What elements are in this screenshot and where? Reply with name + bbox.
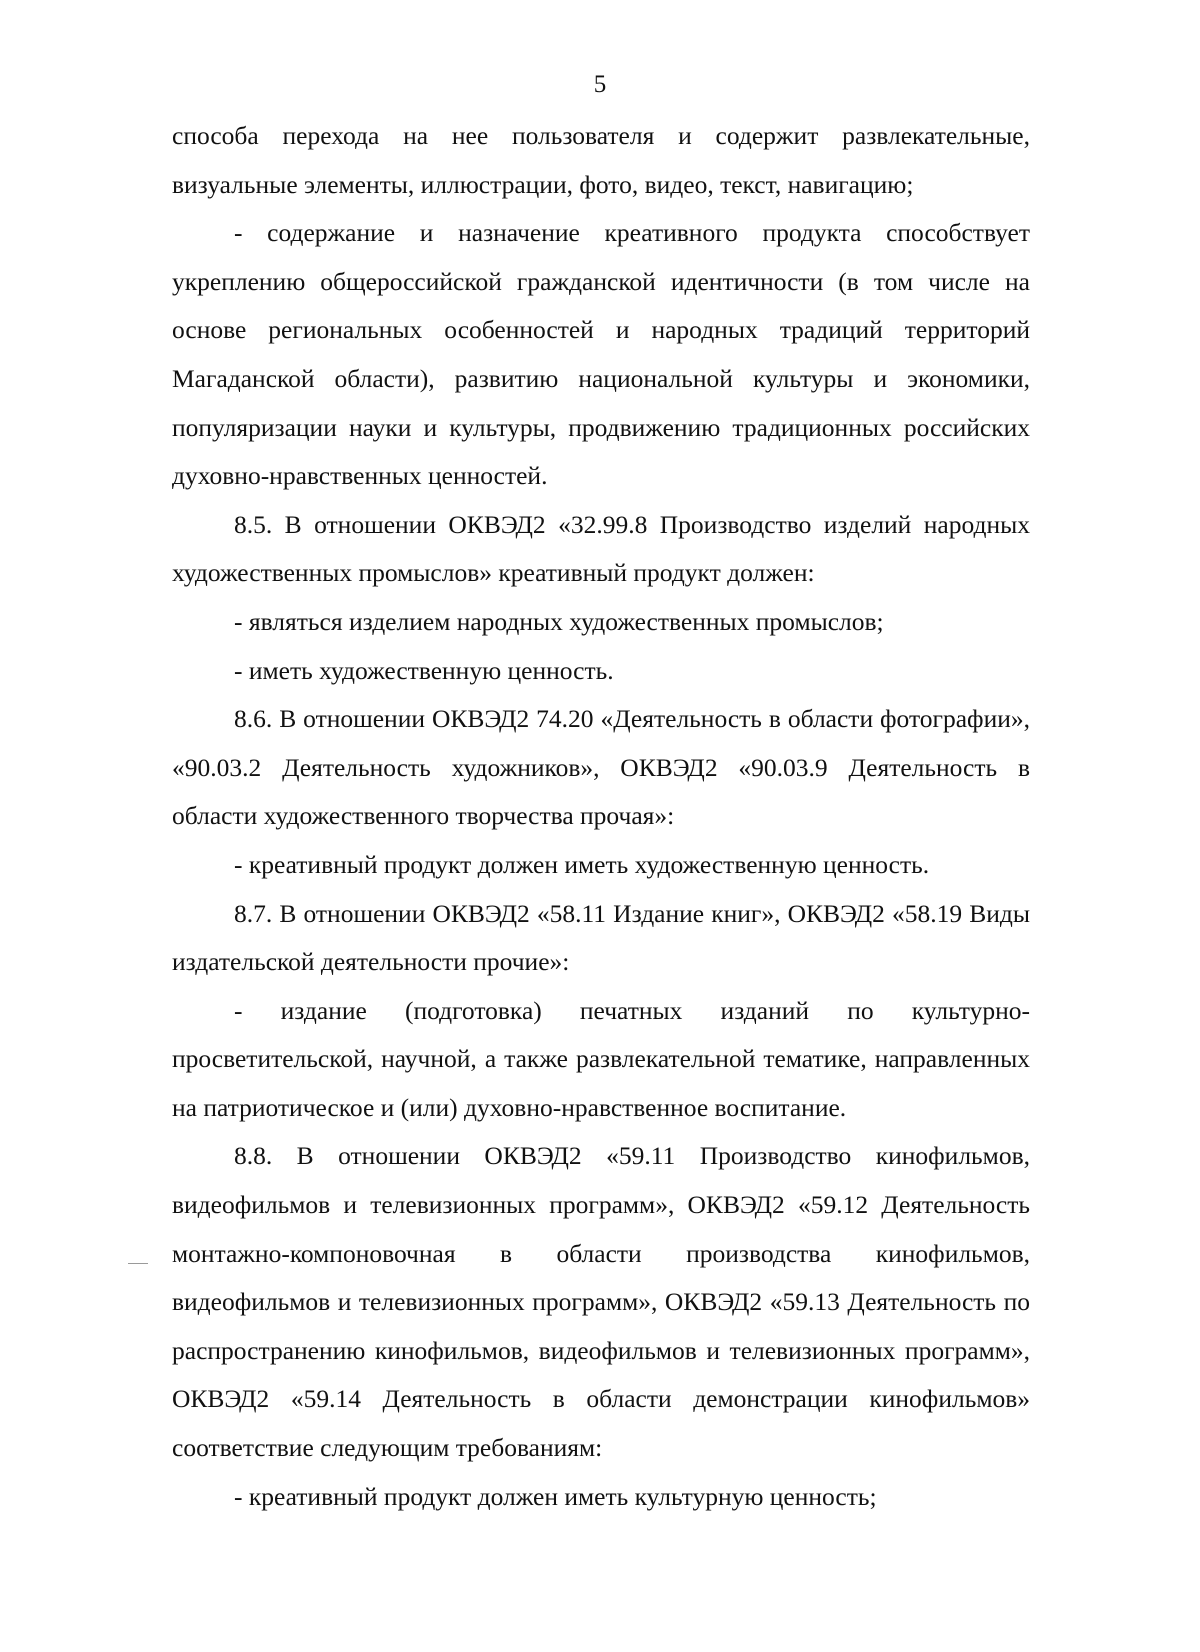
paragraph-continuation: способа перехода на нее пользователя и содержит развлекательные, визуальные элементы, иллюстрации, фото, видео, текст, навигацию; xyxy=(172,121,1030,199)
paragraph-8-8-item-1: - креативный продукт должен иметь культурную ценность; xyxy=(234,1481,877,1511)
page-number: 5 xyxy=(593,71,607,98)
paragraph-8-7-item-1: - издание (подготовка) печатных изданий по культурно-просветительской, научной, а также развлекательной тематике, направленных на патриотическое и (или) духовно-нравственное воспитание. xyxy=(172,995,1030,1122)
paragraph-8-6: 8.6. В отношении ОКВЭД2 74.20 «Деятельность в области фотографии», «90.03.2 Деятельность художников», ОКВЭД2 «90.03.9 Деятельность в области художественного творчества прочая»: xyxy=(172,704,1030,831)
paragraph-content-purpose: - содержание и назначение креативного продукта способствует укреплению общероссийской гражданской идентичности (в том числе на основе региональных особенностей и народных традиций территорий Магаданской области), развитию национальной культуры и экономики, популяризации науки и культуры, продвижению традиционных российских духовно-нравственных ценностей. xyxy=(172,218,1030,491)
paragraph-8-6-item-1: - креативный продукт должен иметь художественную ценность. xyxy=(234,849,930,879)
paragraph-8-5-item-2: - иметь художественную ценность. xyxy=(234,655,614,685)
paragraph-8-5: 8.5. В отношении ОКВЭД2 «32.99.8 Производство изделий народных художественных промыслов» креативный продукт должен: xyxy=(172,509,1030,588)
margin-scan-mark xyxy=(128,1263,148,1264)
paragraph-8-7: 8.7. В отношении ОКВЭД2 «58.11 Издание книг», ОКВЭД2 «58.19 Виды издательской деятельности прочие»: xyxy=(172,898,1030,977)
paragraph-8-5-item-1: - являться изделием народных художественных промыслов; xyxy=(234,606,884,636)
document-body xyxy=(172,112,1030,1521)
paragraph-8-8: 8.8. В отношении ОКВЭД2 «59.11 Производство кинофильмов, видеофильмов и телевизионных программ», ОКВЭД2 «59.12 Деятельность монтажно-компоновочная в области производства кинофильмов, видеофильмов и телевизионных программ», ОКВЭД2 «59.13 Деятельность по распространению кинофильмов, видеофильмов и телевизионных программ», ОКВЭД2 «59.14 Деятельность в области демонстрации кинофильмов» соответствие следующим требованиям: xyxy=(172,1141,1030,1463)
